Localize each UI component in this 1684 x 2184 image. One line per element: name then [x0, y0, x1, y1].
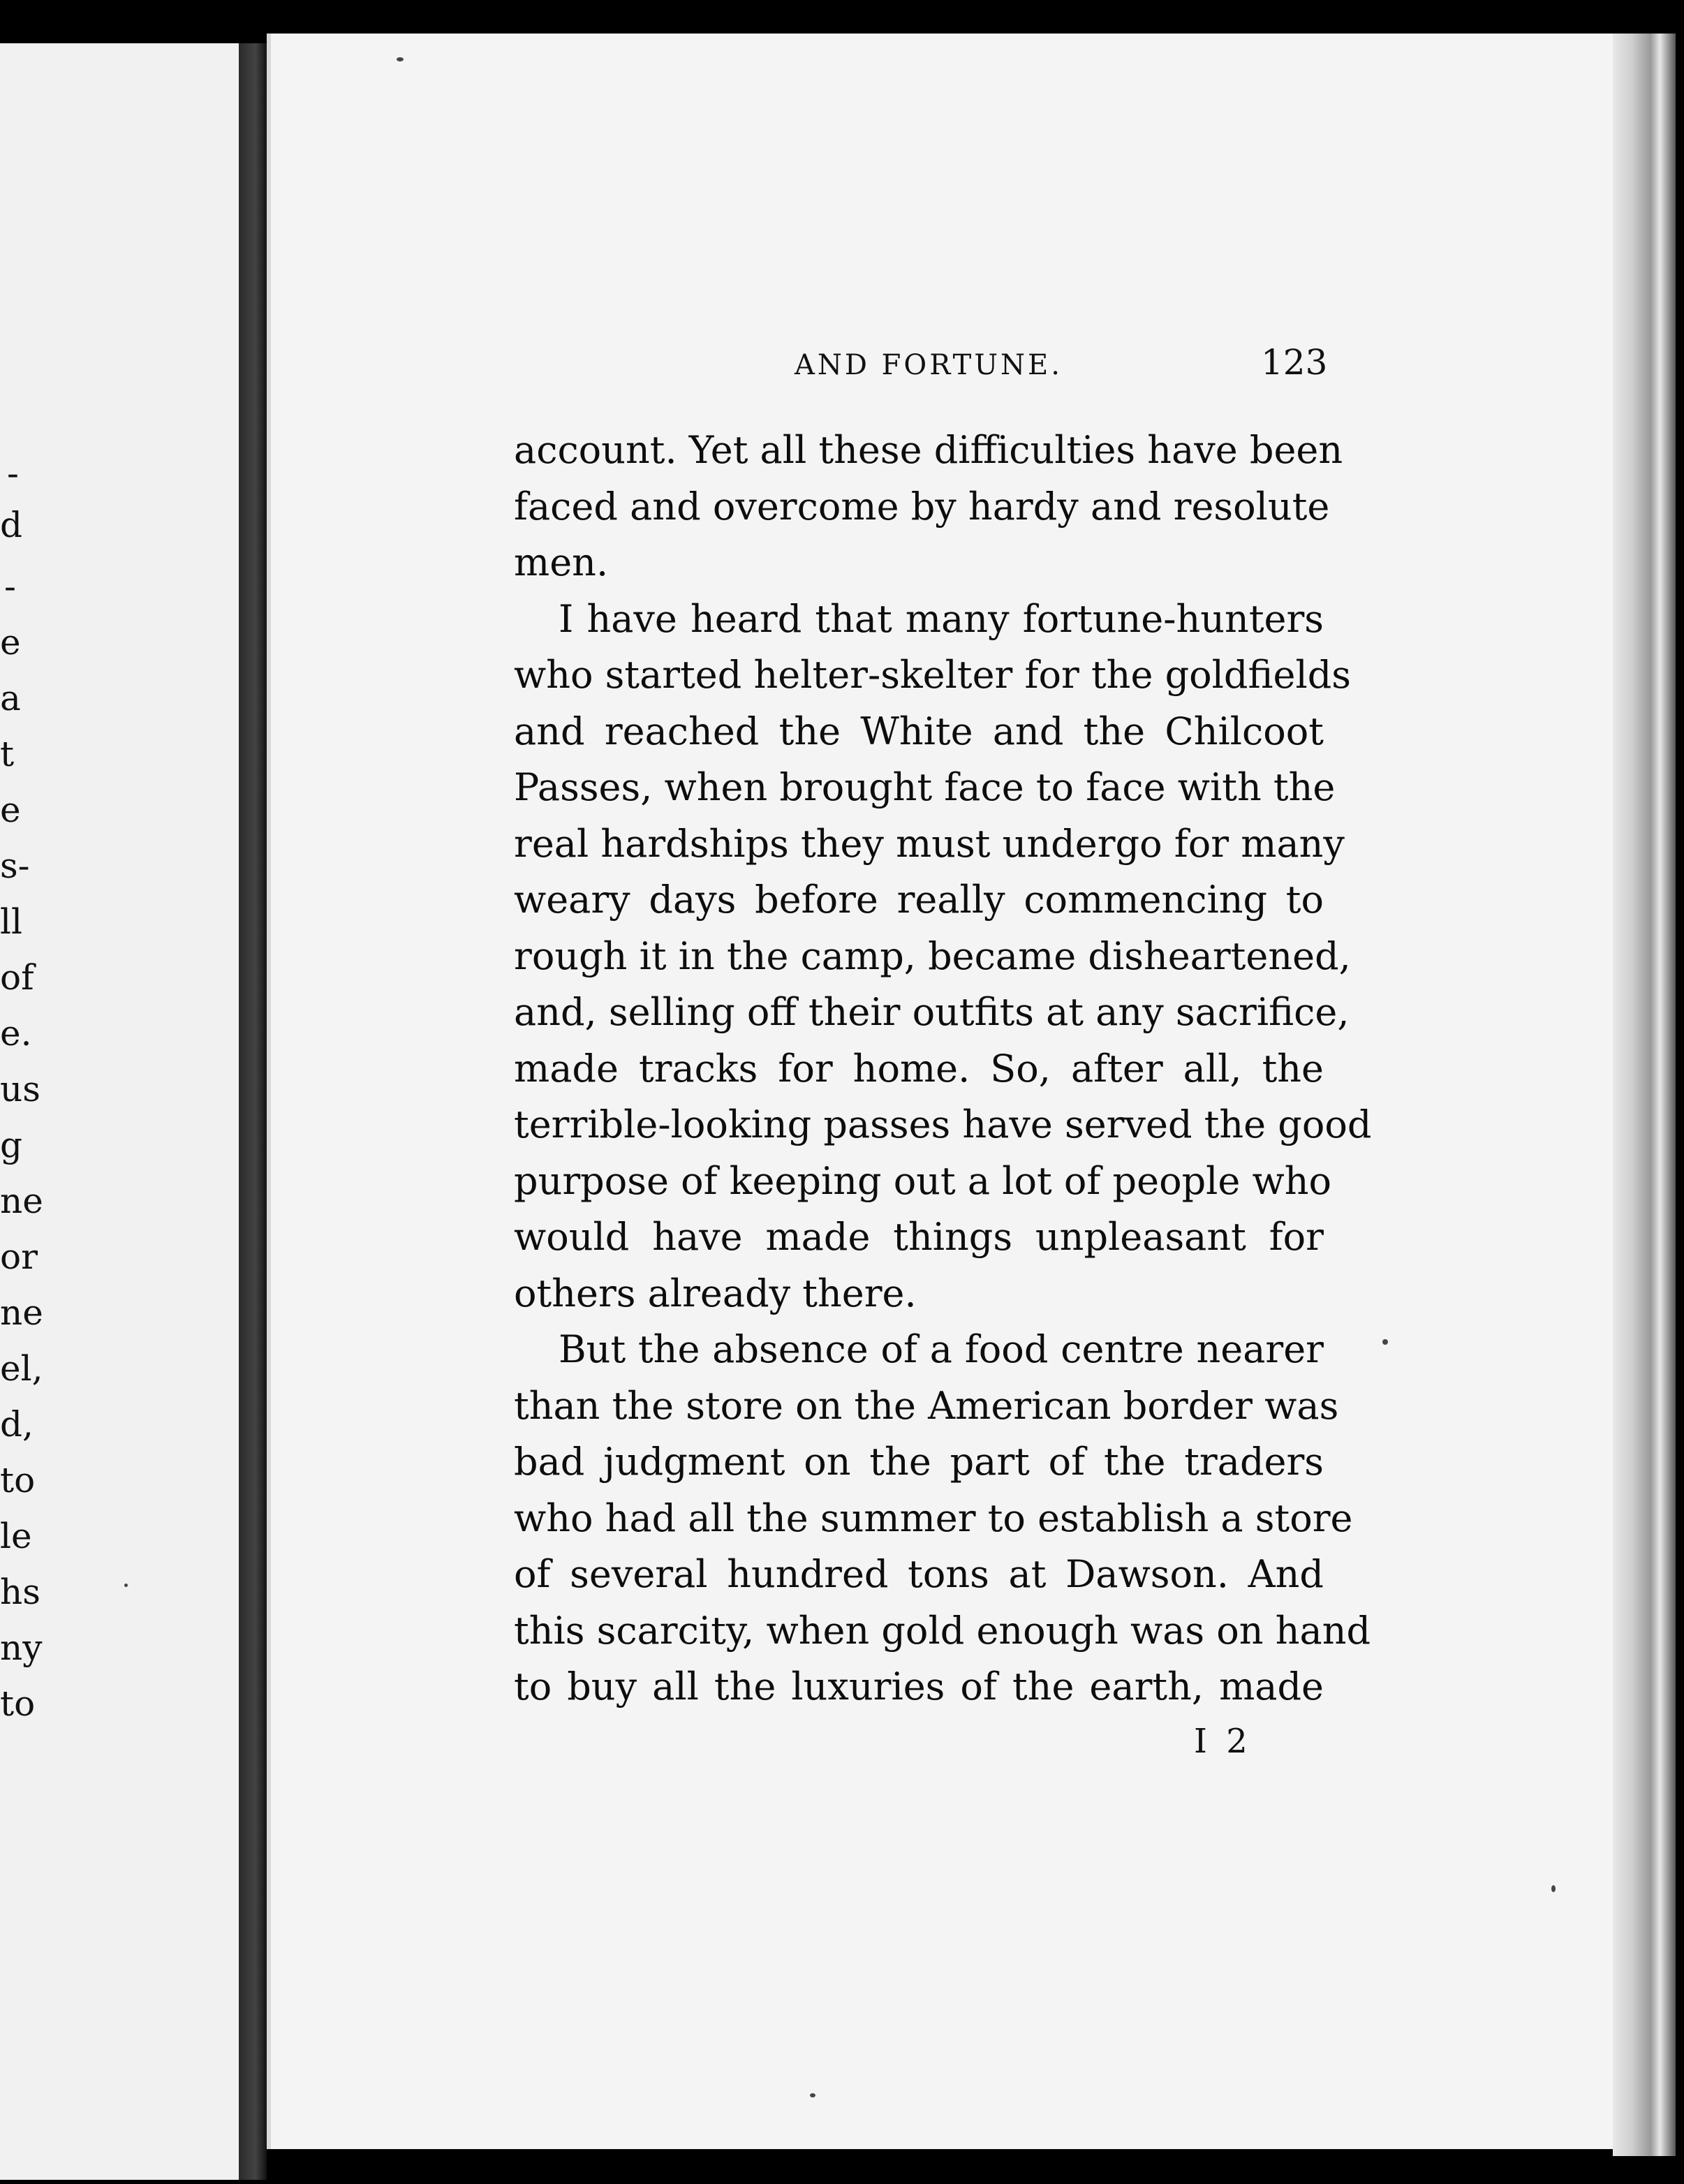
text-line: rough it in the camp, became disheartened, [514, 934, 1351, 978]
left-fragment: hs [0, 1572, 40, 1612]
left-fragment: a [0, 678, 21, 718]
text-line: weary days before really commencing to [514, 878, 1324, 922]
text-line: I have heard that many fortune-hunters [559, 596, 1324, 641]
left-fragment: s- [0, 846, 30, 886]
left-fragment: e [0, 622, 21, 663]
left-fragment: ll [0, 901, 22, 942]
text-line: others already there. [514, 1271, 917, 1315]
left-fragment: to [0, 1460, 36, 1500]
speck [124, 1584, 128, 1587]
body-text [514, 422, 1372, 1716]
speck [810, 2093, 815, 2097]
text-line: purpose of keeping out a lot of people who [514, 1158, 1332, 1203]
page-number: 123 [1261, 342, 1328, 383]
left-fragment: el, [0, 1348, 43, 1389]
facing-page [0, 43, 249, 2180]
left-fragment: e. [0, 1013, 32, 1054]
left-fragment: us [0, 1069, 40, 1109]
left-fragment: or [0, 1237, 38, 1277]
text-line: terrible-looking passes have served the good [514, 1102, 1372, 1146]
left-fragment: e [0, 790, 21, 830]
text-line: made tracks for home. So, after all, the [514, 1046, 1324, 1091]
left-fragment: ne [0, 1292, 43, 1333]
left-fragment: - [7, 453, 19, 494]
left-fragment: to [0, 1683, 36, 1724]
signature-mark: I 2 [1194, 1722, 1252, 1761]
text-line: and, selling off their outfits at any sacrifice, [514, 990, 1350, 1034]
text-line: than the store on the American border was [514, 1383, 1339, 1428]
left-fragment: g [0, 1125, 23, 1165]
left-fragment: ny [0, 1628, 43, 1668]
running-head: AND FORTUNE. [795, 349, 1063, 381]
text-line: and reached the White and the Chilcoot [514, 709, 1324, 753]
left-fragment: d [0, 505, 23, 545]
text-line: who started helter-skelter for the goldfields [514, 653, 1352, 697]
left-fragment: - [4, 566, 16, 607]
speck [1382, 1339, 1388, 1345]
text-line: of several hundred tons at Dawson. And [514, 1552, 1324, 1596]
left-fragment: ne [0, 1181, 43, 1221]
text-line: faced and overcome by hardy and resolute [514, 484, 1330, 529]
text-line: account. Yet all these difficulties have been [514, 428, 1343, 472]
text-line: who had all the summer to establish a store [514, 1496, 1353, 1540]
book-gutter [239, 43, 267, 2180]
speck [1551, 1885, 1556, 1892]
text-line: Passes, when brought face to face with the [514, 765, 1336, 809]
text-line: this scarcity, when gold enough was on hand [514, 1608, 1371, 1653]
text-line: But the absence of a food centre nearer [559, 1327, 1324, 1371]
left-fragment: t [0, 734, 15, 774]
text-line: would have made things unpleasant for [514, 1215, 1324, 1259]
left-fragment: le [0, 1516, 32, 1556]
text-line: to buy all the luxuries of the earth, made [514, 1665, 1324, 1709]
text-line: real hardships they must undergo for many [514, 821, 1345, 866]
left-fragment: of [0, 957, 34, 998]
left-fragment: d, [0, 1404, 34, 1445]
speck [397, 57, 404, 61]
page-edge [1613, 34, 1676, 2156]
text-line: bad judgment on the part of the traders [514, 1440, 1324, 1484]
text-line: men. [514, 540, 609, 584]
